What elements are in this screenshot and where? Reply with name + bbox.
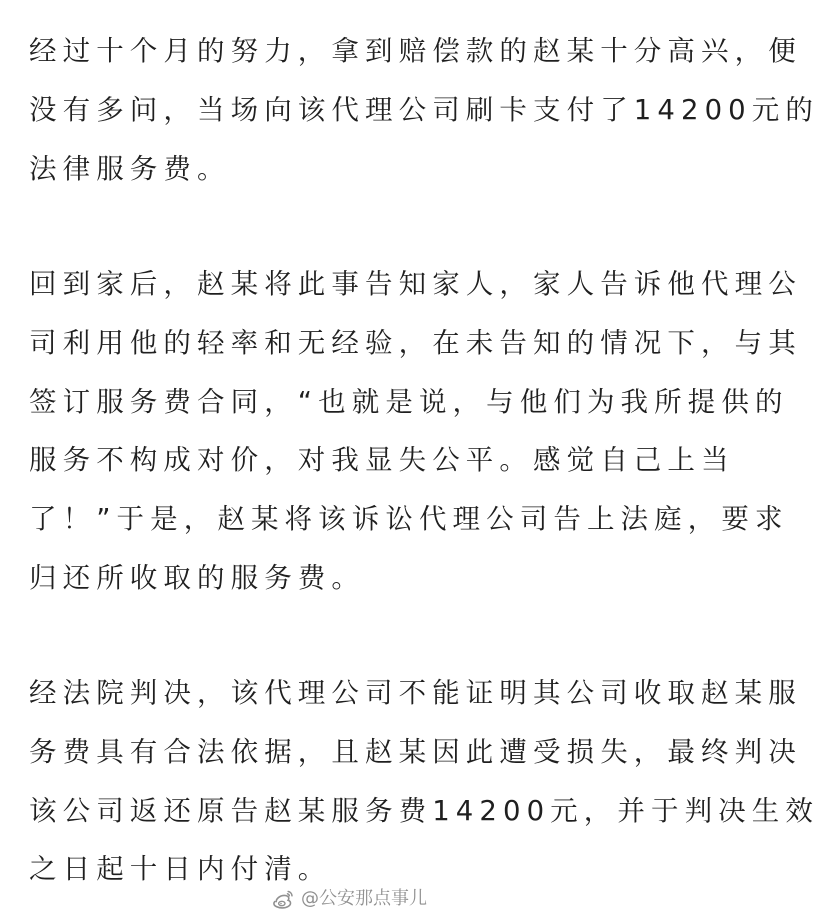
article-line-10: 经法院判决，该代理公司不能证明其公司收取赵某服 bbox=[29, 677, 802, 709]
article-line-1: 经过十个月的努力，拿到赔偿款的赵某十分高兴，便 bbox=[29, 35, 802, 67]
article-line-11: 务费具有合法依据，且赵某因此遭受损失，最终判决 bbox=[29, 736, 802, 768]
article-line-2: 没有多问，当场向该代理公司刷卡支付了14200元的 bbox=[29, 94, 819, 126]
weibo-icon bbox=[271, 889, 295, 909]
watermark bbox=[271, 887, 427, 911]
article-line-6: 签订服务费合同，“也就是说，与他们为我所提供的 bbox=[29, 386, 789, 418]
article-line-8: 了！”于是，赵某将该诉讼代理公司告上法庭，要求 bbox=[29, 503, 789, 535]
article-line-12: 该公司返还原告赵某服务费14200元，并于判决生效 bbox=[29, 795, 819, 827]
watermark-text: @公安那点事儿 bbox=[301, 888, 427, 909]
article-line-13: 之日起十日内付清。 bbox=[29, 853, 332, 885]
article-line-5: 司利用他的轻率和无经验，在未告知的情况下，与其 bbox=[29, 327, 802, 359]
article-line-4: 回到家后，赵某将此事告知家人，家人告诉他代理公 bbox=[29, 268, 802, 300]
article-line-7: 服务不构成对价，对我显失公平。感觉自己上当 bbox=[29, 444, 735, 476]
article-line-3: 法律服务费。 bbox=[29, 153, 231, 185]
article-line-9: 归还所收取的服务费。 bbox=[29, 562, 365, 594]
